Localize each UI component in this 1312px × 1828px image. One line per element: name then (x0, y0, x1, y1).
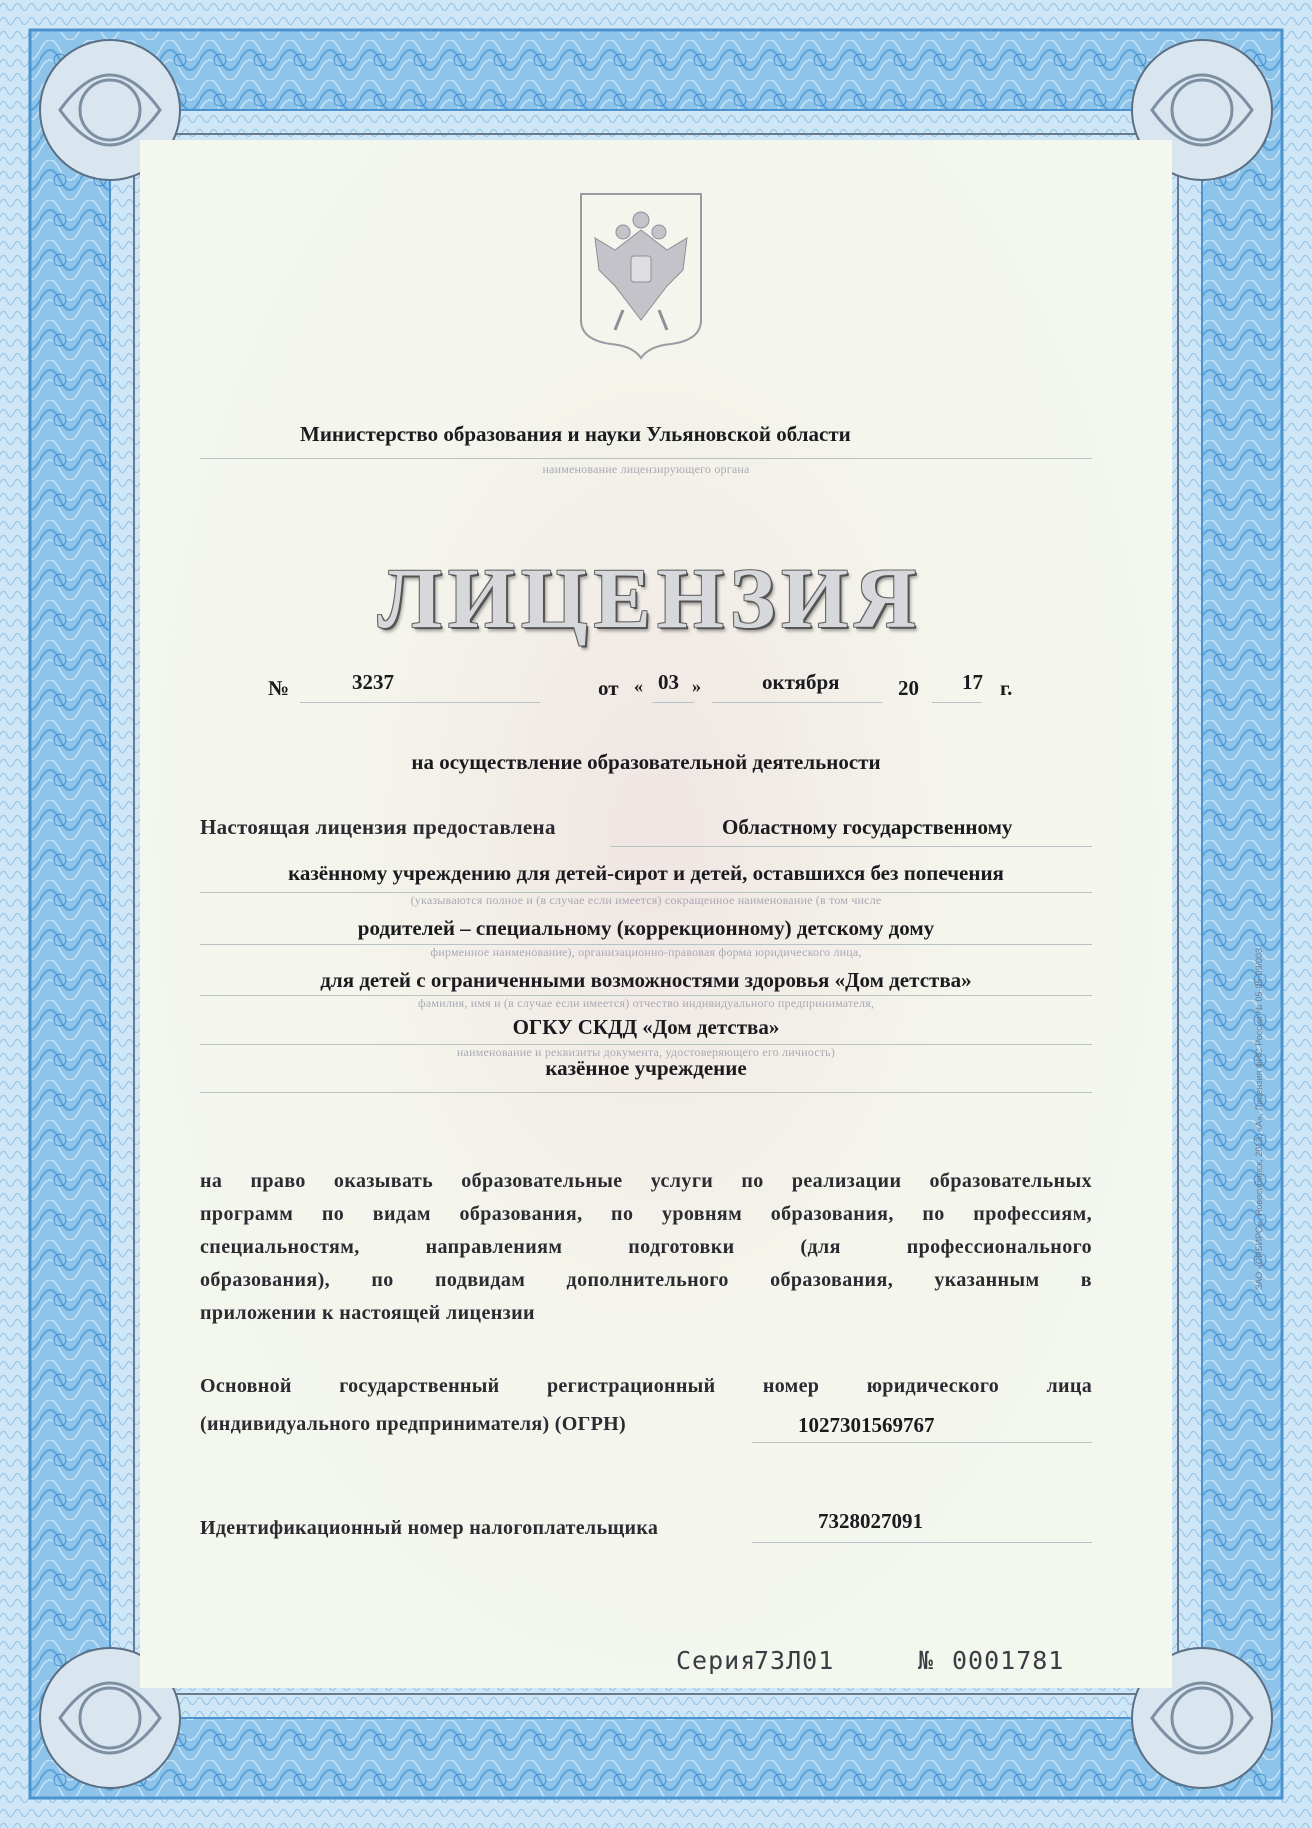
series-label: Серия (676, 1646, 757, 1675)
licensee-caption-2: фирменное наименование), организационно-правовая форма юридического лица, (430, 945, 862, 959)
licensee-line-2: казённому учреждению для детей-сирот и детей, оставшихся без попечения (288, 861, 1004, 885)
licensee-line-1: Областному государственному (722, 815, 1013, 839)
licensee-legal-form: казённое учреждение (545, 1056, 747, 1080)
licensing-authority-caption: наименование лицензирующего органа (542, 462, 750, 476)
licensing-authority: Министерство образования и науки Ульяновской области (300, 422, 851, 446)
date-open-quote: « (634, 676, 643, 696)
licensee-caption-3: фамилия, имя и (в случае если имеется) отчество индивидуального предпринимателя, (417, 996, 875, 1010)
license-number: 3237 (352, 670, 394, 694)
date-from-label: от (598, 676, 619, 700)
licensee-short-name: ОГКУ СКДД «Дом детства» (512, 1015, 780, 1039)
granted-to-label: Настоящая лицензия предоставлена (200, 815, 556, 839)
rights-line-3: специальностям, направлениям подготовки (для профессионального (200, 1236, 1092, 1258)
document-field (140, 140, 1172, 1688)
licensee-caption-4: наименование и реквизиты документа, удостоверяющего его личность) (456, 1045, 836, 1059)
blank-number-sign: № (918, 1646, 935, 1675)
activity-description: на осуществление образовательной деятельности (411, 750, 881, 774)
blank-number: 0001781 (952, 1646, 1065, 1675)
rights-paragraph (200, 1165, 1092, 1330)
date-year-prefix: 20 (898, 676, 919, 700)
date-year-suffix: 17 (962, 670, 983, 694)
date-month: октября (762, 670, 840, 694)
date-close-quote: » (692, 676, 701, 696)
licensee-line-3: родителей – специальному (коррекционному) детскому дому (357, 916, 935, 940)
series-value: 73Л01 (754, 1646, 835, 1675)
ogrn-value: 1027301569767 (798, 1413, 935, 1437)
inn-label: Идентификационный номер налогоплательщика (200, 1517, 659, 1539)
ogrn-label-line-1: Основной государственный регистрационный номер юридического лица (200, 1375, 1092, 1397)
rights-line-2: программ по видам образования, по уровням образования, по профессиям, (200, 1203, 1092, 1225)
licensee-line-4: для детей с ограниченными возможностями здоровья «Дом детства» (320, 968, 972, 992)
coat-of-arms-emblem (575, 190, 707, 360)
rights-line-5: приложении к настоящей лицензии (200, 1302, 535, 1324)
rights-line-4: образования), по подвидам дополнительного образования, указанным в (200, 1269, 1092, 1291)
inn-value: 7328027091 (818, 1509, 923, 1533)
date-day: 03 (658, 670, 679, 694)
number-sign: № (268, 676, 290, 700)
licensee-caption-1: (указываются полное и (в случае если имеется) сокращенное наименование (в том числе (410, 893, 882, 907)
date-year-label: г. (1000, 676, 1013, 700)
rights-line-1: на право оказывать образовательные услуги по реализации образовательных (200, 1170, 1092, 1192)
ogrn-label-line-2: (индивидуального предпринимателя) (ОГРН) (200, 1413, 626, 1435)
document-title: ЛИЦЕНЗИЯ (377, 550, 923, 646)
